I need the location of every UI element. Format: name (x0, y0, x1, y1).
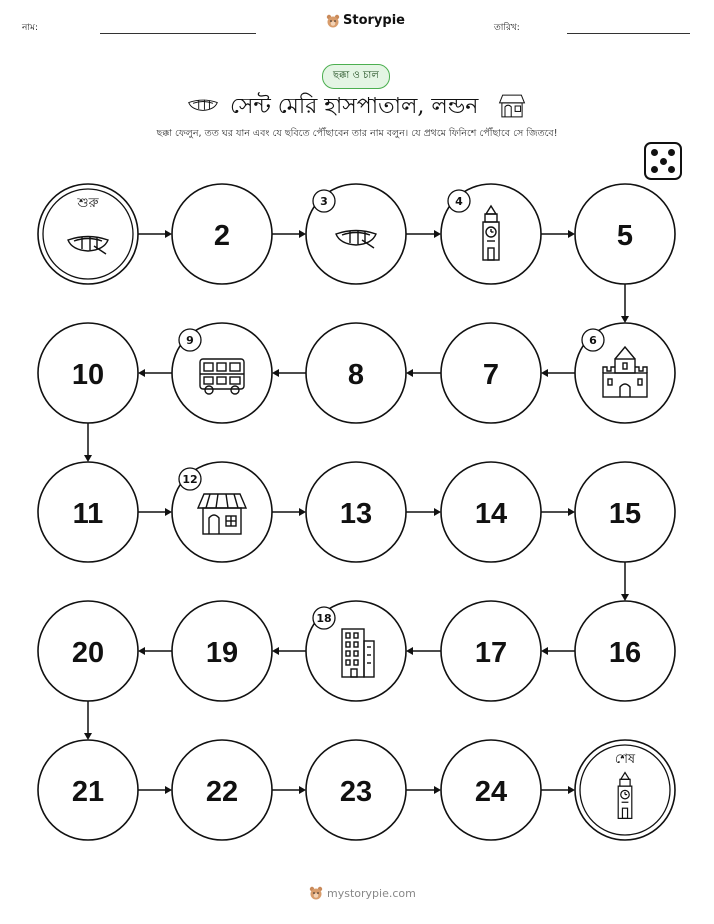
date-label: তারিখ: (494, 23, 520, 33)
path-arrow (138, 786, 172, 794)
board-cell (306, 740, 406, 840)
board-cell (172, 184, 272, 284)
cell-number: 22 (205, 776, 239, 808)
cell-number: 23 (339, 776, 373, 808)
board-cell (441, 323, 541, 423)
board-cell (575, 462, 675, 562)
page-title: সেন্ট মেরি হাসপাতাল, লন্ডন (230, 94, 479, 119)
path-arrow (272, 508, 306, 516)
path-arrow (406, 230, 441, 238)
cell-number: 15 (608, 498, 642, 530)
path-arrow (272, 369, 306, 377)
board-cell (575, 184, 675, 284)
board-cell (575, 323, 675, 423)
path-arrow (541, 647, 575, 655)
cell-number-badge: 3 (320, 195, 328, 208)
brand-name: Storypie (343, 13, 405, 28)
path-arrow (406, 786, 441, 794)
cell-number: 20 (71, 637, 105, 669)
path-arrow (541, 369, 575, 377)
board-cell (38, 323, 138, 423)
board-cell (306, 462, 406, 562)
path-arrow (406, 508, 441, 516)
path-arrow (541, 230, 575, 238)
path-arrow (621, 562, 629, 601)
board-cell (306, 601, 406, 701)
start-cell (38, 184, 138, 284)
category-badge: ছক্কা ও চাল (322, 64, 390, 89)
path-arrow (406, 369, 441, 377)
path-arrow (406, 647, 441, 655)
cell-number-badge: 18 (316, 612, 332, 625)
cell-number: 17 (474, 637, 508, 669)
cell-number: 21 (71, 776, 105, 808)
path-arrow (541, 508, 575, 516)
board-cell (441, 601, 541, 701)
cell-number: 7 (482, 359, 500, 391)
instructions-text: ছক্কা ফেলুন, তত ঘর যান এবং যে ছবিতে পৌঁছাবেন তার নাম বলুন। যে প্রথমে ফিনিশে পৌঁছাবে সে জিতবে! (156, 128, 558, 139)
cell-number: 14 (474, 498, 508, 530)
board-cell (172, 601, 272, 701)
board-cell (38, 601, 138, 701)
board-cell (172, 323, 272, 423)
board-cell (172, 462, 272, 562)
path-arrow (272, 230, 306, 238)
finish-cell (575, 740, 675, 840)
cell-number: 10 (71, 359, 105, 391)
footer-url: mystorypie.com (327, 886, 416, 900)
path-arrow (84, 423, 92, 462)
path-arrow (541, 786, 575, 794)
path-arrow (272, 786, 306, 794)
bear-mascot-icon (309, 886, 323, 900)
path-arrow (84, 701, 92, 740)
path-arrow (138, 369, 172, 377)
board-cell (441, 740, 541, 840)
board-cell (172, 740, 272, 840)
board-cell (441, 184, 541, 284)
cell-number-badge: 9 (186, 334, 194, 347)
cell-number: 16 (608, 637, 642, 669)
cell-number-badge: 4 (455, 195, 463, 208)
cell-number: 24 (474, 776, 508, 808)
start-label: শুরু (77, 196, 99, 211)
cell-number: 19 (205, 637, 239, 669)
cell-number-badge: 12 (182, 473, 198, 486)
cell-number: 5 (616, 220, 634, 252)
cell-number: 2 (213, 220, 231, 252)
path-arrow (138, 508, 172, 516)
name-label: নাম: (22, 23, 39, 33)
footer (309, 886, 416, 900)
path-arrow (138, 230, 172, 238)
path-arrow (621, 284, 629, 323)
cell-number: 13 (339, 498, 373, 530)
path-arrow (272, 647, 306, 655)
board-cell (575, 601, 675, 701)
board-cell (38, 740, 138, 840)
board-cell (306, 323, 406, 423)
board-cell (306, 184, 406, 284)
board-cell (441, 462, 541, 562)
cell-number: 11 (72, 498, 104, 530)
cell-number-badge: 6 (589, 334, 597, 347)
path-arrow (138, 647, 172, 655)
cell-number: 8 (347, 359, 365, 391)
board-cell (38, 462, 138, 562)
finish-label: শেষ (614, 752, 636, 767)
